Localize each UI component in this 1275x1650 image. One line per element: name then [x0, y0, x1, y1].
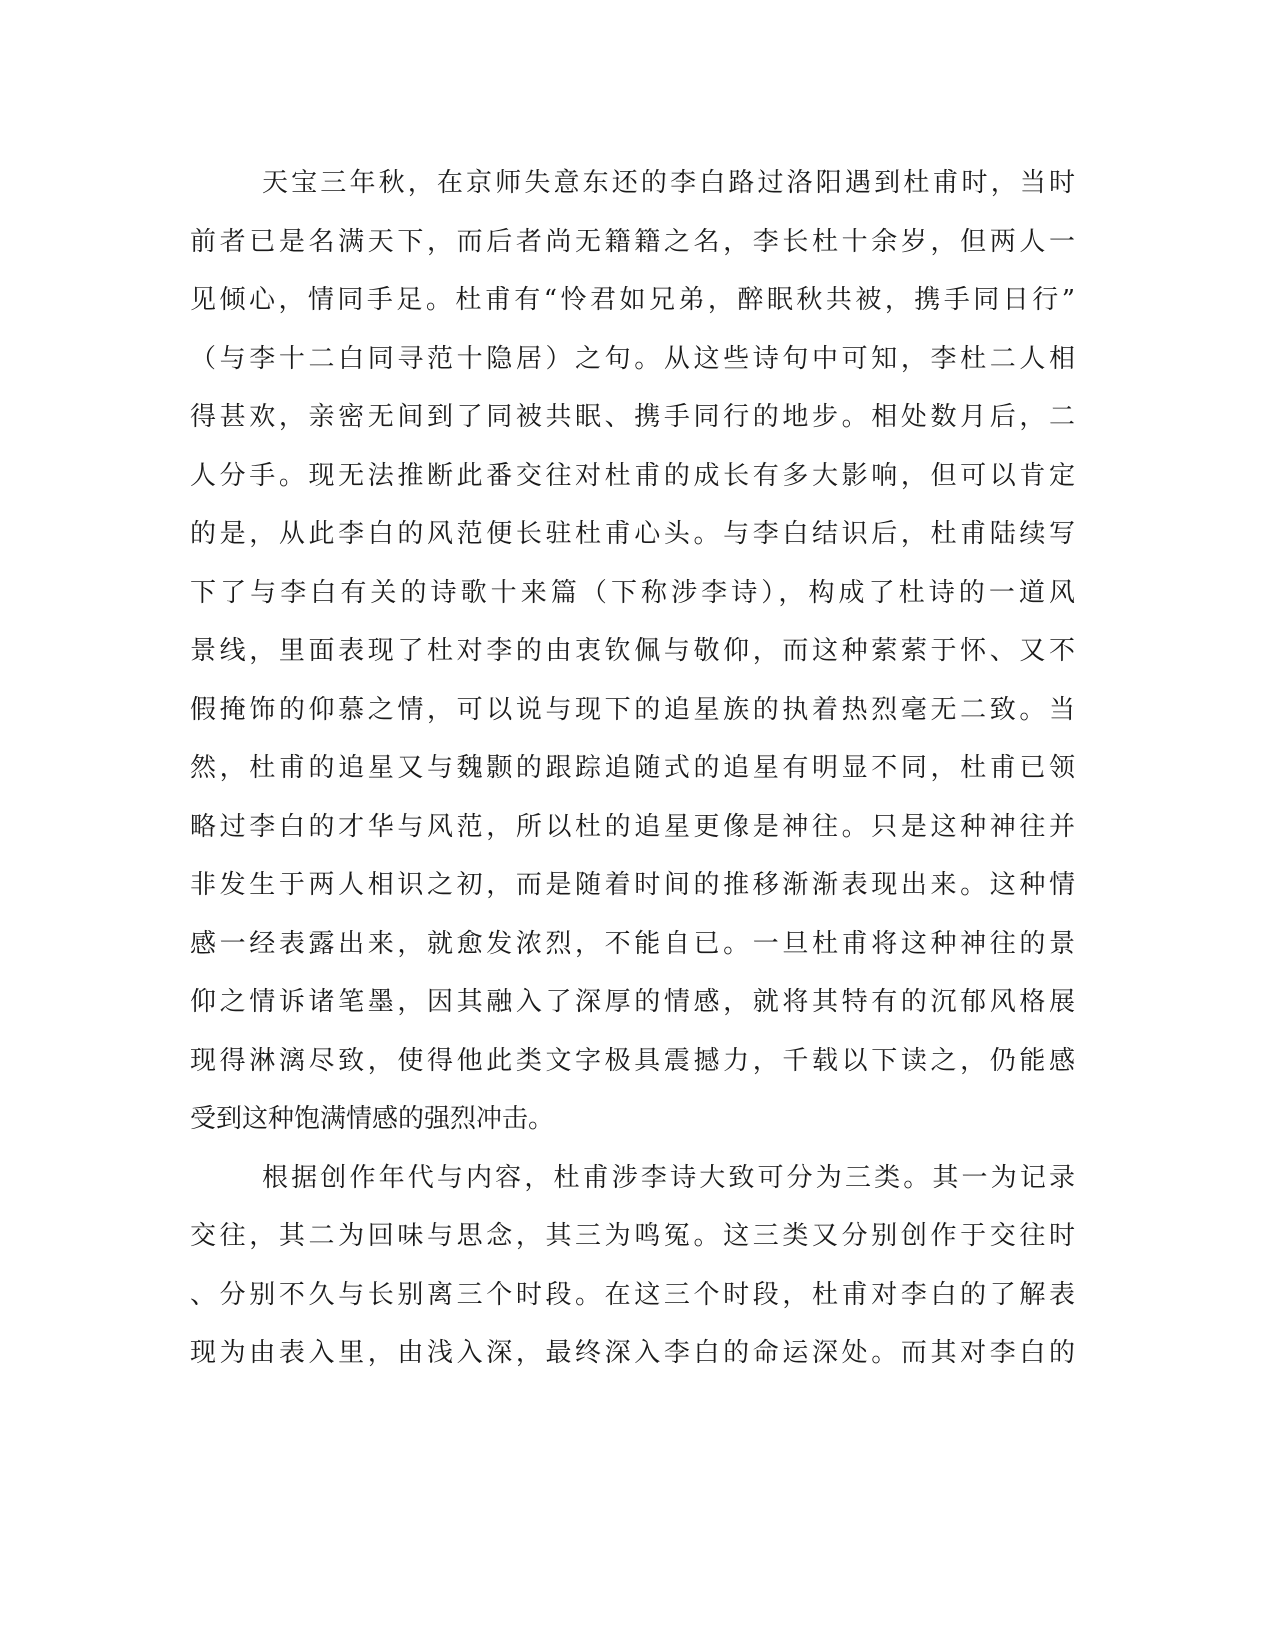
text-line: 现为由表入里，由浅入深，最终深入李白的命运深处。而其对李白的 — [190, 1338, 1075, 1368]
text-line: 感一经表露出来，就愈发浓烈，不能自已。一旦杜甫将这种神往的景 — [190, 929, 1075, 959]
text-line: 交往，其二为回味与思念，其三为鸣冤。这三类又分别创作于交往时 — [190, 1221, 1075, 1251]
text-line: 景线，里面表现了杜对李的由衷钦佩与敬仰，而这种萦萦于怀、又不 — [190, 636, 1075, 666]
text-line: 见倾心，情同手足。杜甫有“怜君如兄弟，醉眠秋共被，携手同日行” — [190, 285, 1075, 315]
text-line: 现得淋漓尽致，使得他此类文字极具震撼力，千载以下读之，仍能感 — [190, 1046, 1075, 1076]
text-line: 仰之情诉诸笔墨，因其融入了深厚的情感，就将其特有的沉郁风格展 — [190, 987, 1075, 1017]
text-line: 根据创作年代与内容，杜甫涉李诗大致可分为三类。其一为记录 — [262, 1163, 1075, 1193]
text-line: 的是，从此李白的风范便长驻杜甫心头。与李白结识后，杜甫陆续写 — [190, 519, 1075, 549]
text-line: 前者已是名满天下，而后者尚无籍籍之名，李长杜十余岁，但两人一 — [190, 227, 1075, 257]
text-line: 受到这种饱满情感的强烈冲击。 — [190, 1104, 555, 1134]
text-line: 非发生于两人相识之初，而是随着时间的推移渐渐表现出来。这种情 — [190, 870, 1075, 900]
text-line: 、分别不久与长别离三个时段。在这三个时段，杜甫对李白的了解表 — [190, 1280, 1075, 1310]
text-line: 得甚欢，亲密无间到了同被共眠、携手同行的地步。相处数月后，二 — [190, 402, 1075, 432]
text-line: 略过李白的才华与风范，所以杜的追星更像是神往。只是这种神往并 — [190, 812, 1075, 842]
text-line: 人分手。现无法推断此番交往对杜甫的成长有多大影响，但可以肯定 — [190, 461, 1075, 491]
text-line: 然，杜甫的追星又与魏颢的跟踪追随式的追星有明显不同，杜甫已领 — [190, 753, 1075, 783]
text-line: 天宝三年秋，在京师失意东还的李白路过洛阳遇到杜甫时，当时 — [262, 168, 1075, 198]
text-line: 下了与李白有关的诗歌十来篇（下称涉李诗），构成了杜诗的一道风 — [190, 578, 1075, 608]
text-line: （与李十二白同寻范十隐居）之句。从这些诗句中可知，李杜二人相 — [190, 344, 1075, 374]
text-line: 假掩饰的仰慕之情，可以说与现下的追星族的执着热烈毫无二致。当 — [190, 695, 1075, 725]
